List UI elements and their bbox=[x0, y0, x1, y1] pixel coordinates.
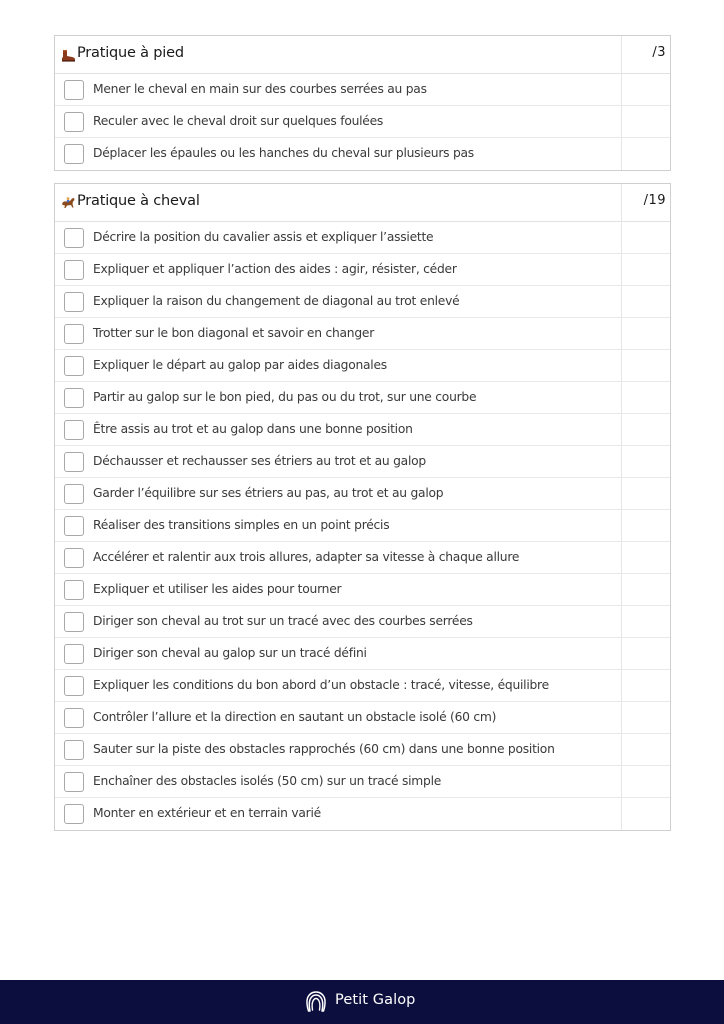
checkbox[interactable] bbox=[64, 260, 84, 280]
checkbox[interactable] bbox=[64, 292, 84, 312]
checkbox[interactable] bbox=[64, 516, 84, 536]
horse-racing-icon bbox=[60, 195, 76, 211]
section-header bbox=[55, 36, 670, 74]
checkbox[interactable] bbox=[64, 228, 84, 248]
checklist-item-label: Diriger son cheval au trot sur un tracé avec des courbes serrées bbox=[93, 614, 473, 628]
checkbox[interactable] bbox=[64, 644, 84, 664]
checklist-item-label: Accélérer et ralentir aux trois allures, adapter sa vitesse à chaque allure bbox=[93, 550, 520, 564]
section-pratique-a-pied bbox=[54, 35, 671, 171]
checklist-item-label: Mener le cheval en main sur des courbes serrées au pas bbox=[93, 82, 427, 96]
checklist-row bbox=[55, 106, 670, 138]
checklist-item-label: Diriger son cheval au galop sur un tracé défini bbox=[93, 646, 367, 660]
checklist bbox=[55, 74, 670, 170]
checkbox[interactable] bbox=[64, 356, 84, 376]
horseshoe-icon bbox=[303, 989, 329, 1015]
checklist-item-label: Partir au galop sur le bon pied, du pas ou du trot, sur une courbe bbox=[93, 390, 477, 404]
checklist-row bbox=[55, 606, 670, 638]
checklist-item-label: Expliquer les conditions du bon abord d’un obstacle : tracé, vitesse, équilibre bbox=[93, 678, 549, 692]
section-header bbox=[55, 184, 670, 222]
checklist-row bbox=[55, 286, 670, 318]
checklist-row bbox=[55, 798, 670, 830]
checklist-item-label: Reculer avec le cheval droit sur quelques foulées bbox=[93, 114, 384, 128]
checkbox[interactable] bbox=[64, 708, 84, 728]
checklist-row bbox=[55, 670, 670, 702]
section-pratique-a-cheval bbox=[54, 183, 671, 831]
checklist-item-label: Monter en extérieur et en terrain varié bbox=[93, 806, 321, 820]
checklist-item-label: Être assis au trot et au galop dans une bonne position bbox=[93, 422, 413, 436]
section-title: Pratique à pied bbox=[77, 45, 184, 61]
checklist-item-label: Réaliser des transitions simples en un point précis bbox=[93, 518, 390, 532]
checkbox[interactable] bbox=[64, 452, 84, 472]
checklist-item-label: Sauter sur la piste des obstacles rapprochés (60 cm) dans une bonne position bbox=[93, 742, 555, 756]
checklist-item-label: Enchaîner des obstacles isolés (50 cm) sur un tracé simple bbox=[93, 774, 442, 788]
checklist-item-label: Expliquer et appliquer l’action des aides : agir, résister, céder bbox=[93, 262, 457, 276]
checklist-row bbox=[55, 446, 670, 478]
checklist-row bbox=[55, 702, 670, 734]
checklist-item-label: Déplacer les épaules ou les hanches du cheval sur plusieurs pas bbox=[93, 146, 474, 160]
footer-brand: Petit Galop bbox=[335, 992, 416, 1008]
checkbox[interactable] bbox=[64, 388, 84, 408]
checklist-row bbox=[55, 382, 670, 414]
checklist-row bbox=[55, 478, 670, 510]
checkbox[interactable] bbox=[64, 676, 84, 696]
checklist-row bbox=[55, 414, 670, 446]
checkbox[interactable] bbox=[64, 484, 84, 504]
checklist-row bbox=[55, 510, 670, 542]
checkbox[interactable] bbox=[64, 804, 84, 824]
checklist-item-label: Trotter sur le bon diagonal et savoir en changer bbox=[93, 326, 375, 340]
checklist-row bbox=[55, 766, 670, 798]
checklist-item-label: Décrire la position du cavalier assis et expliquer l’assiette bbox=[93, 230, 434, 244]
checklist-row bbox=[55, 222, 670, 254]
checkbox[interactable] bbox=[64, 580, 84, 600]
checkbox[interactable] bbox=[64, 144, 84, 164]
checklist-item-label: Contrôler l’allure et la direction en sautant un obstacle isolé (60 cm) bbox=[93, 710, 497, 724]
checklist-row bbox=[55, 74, 670, 106]
checkbox[interactable] bbox=[64, 420, 84, 440]
footer-bar bbox=[0, 980, 724, 1024]
checkbox[interactable] bbox=[64, 112, 84, 132]
checklist-item-label: Garder l’équilibre sur ses étriers au pas, au trot et au galop bbox=[93, 486, 444, 500]
checkbox[interactable] bbox=[64, 740, 84, 760]
checkbox[interactable] bbox=[64, 80, 84, 100]
checklist-item-label: Déchausser et rechausser ses étriers au trot et au galop bbox=[93, 454, 426, 468]
checklist-row bbox=[55, 138, 670, 170]
checklist-row bbox=[55, 638, 670, 670]
checkbox[interactable] bbox=[64, 772, 84, 792]
checklist-item-label: Expliquer la raison du changement de diagonal au trot enlevé bbox=[93, 294, 460, 308]
checklist-row bbox=[55, 318, 670, 350]
checklist-row bbox=[55, 734, 670, 766]
checkbox[interactable] bbox=[64, 612, 84, 632]
checkbox[interactable] bbox=[64, 324, 84, 344]
checkbox[interactable] bbox=[64, 548, 84, 568]
checklist-item-label: Expliquer et utiliser les aides pour tourner bbox=[93, 582, 342, 596]
checklist-item-label: Expliquer le départ au galop par aides diagonales bbox=[93, 358, 387, 372]
section-score: /19 bbox=[643, 193, 666, 208]
checklist-row bbox=[55, 254, 670, 286]
checklist-row bbox=[55, 350, 670, 382]
checklist-row bbox=[55, 542, 670, 574]
checklist-row bbox=[55, 574, 670, 606]
boot-icon bbox=[60, 47, 76, 63]
section-title: Pratique à cheval bbox=[77, 193, 200, 209]
checklist bbox=[55, 222, 670, 830]
section-score: /3 bbox=[652, 45, 666, 60]
